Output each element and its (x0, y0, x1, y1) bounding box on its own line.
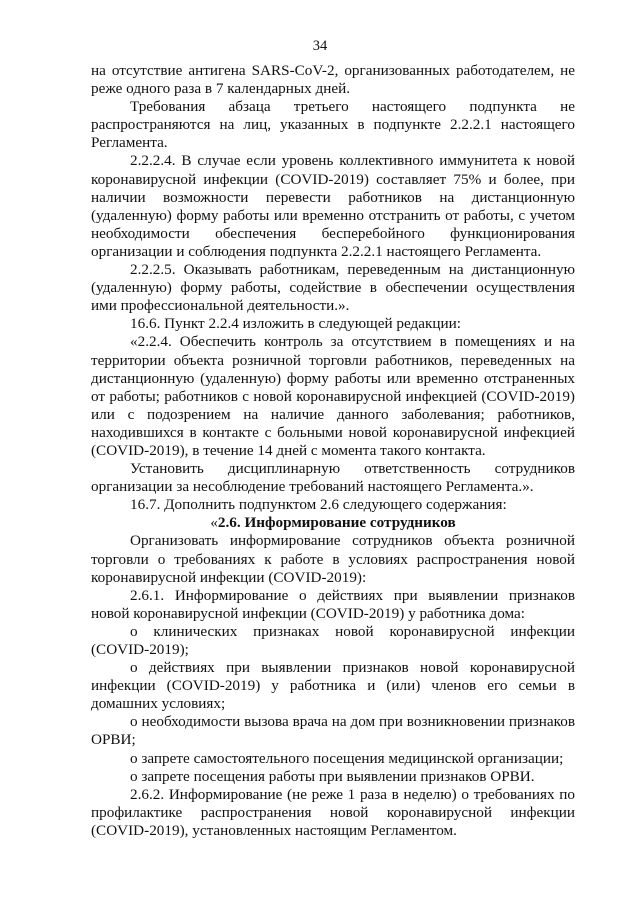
paragraph: о запрете посещения работы при выявлении признаков ОРВИ. (130, 767, 535, 785)
heading-text: 2.6. Информирование сотрудников (217, 514, 456, 532)
paragraph: о необходимости вызова врача на дом при возникновении признаков ОРВИ; (91, 713, 575, 749)
paragraph: Требования абзаца третьего настоящего подпункта не распространяются на лиц, указанных в подпункте 2.2.2.1 настоящего Регламента. (91, 98, 575, 152)
heading-quote: « (210, 514, 218, 532)
paragraph: о клинических признаках новой коронавирусной инфекции (COVID-2019); (91, 622, 575, 658)
paragraph: на отсутствие антигена SARS-CoV-2, организованных работодателем, не реже одного раза в 7 календарных дней. (91, 62, 575, 98)
section-heading (91, 514, 575, 532)
paragraph: 16.7. Дополнить подпунктом 2.6 следующего содержания: (130, 496, 507, 514)
paragraph: о действиях при выявлении признаков новой коронавирусной инфекции (COVID-2019) у работника и (или) членов его семьи в домашних условиях; (91, 659, 575, 713)
paragraph: 2.2.2.5. Оказывать работникам, переведенным на дистанционную (удаленную) форму работы, содействие в обеспечении осуществления ими профессиональной деятельности.». (91, 261, 575, 315)
document-body (91, 62, 575, 840)
paragraph: 16.6. Пункт 2.2.4 изложить в следующей редакции: (130, 315, 461, 333)
paragraph: «2.2.4. Обеспечить контроль за отсутствием в помещениях и на территории объекта розничной торговли работников, переведенных на дистанционную (удаленную) форму работы или временно отстраненных от работы; работников с новой коронавирусной инфекцией (COVID-2019) или с подозрением на наличие данного заболевания; работников, находившихся в контакте с больными новой коронавирусной инфекцией (COVID-2019), в течение 14 дней с момента такого контакта. (91, 333, 575, 459)
page-number: 34 (312, 38, 328, 54)
paragraph: 2.6.2. Информирование (не реже 1 раза в неделю) о требованиях по профилактике распространения новой коронавирусной инфекции (COVID-2019), установленных настоящим Регламентом. (91, 785, 575, 839)
paragraph: 2.6.1. Информирование о действиях при выявлении признаков новой коронавирусной инфекции (COVID-2019) у работника дома: (91, 586, 575, 622)
paragraph: Организовать информирование сотрудников объекта розничной торговли о требованиях к работе в условиях распространения новой коронавирусной инфекции (COVID-2019): (91, 532, 575, 586)
paragraph: 2.2.2.4. В случае если уровень коллективного иммунитета к новой коронавирусной инфекции (COVID-2019) составляет 75% и более, при наличии возможности перевести работников на дистанционную (удаленную) форму работы или временно отстранить от работы, с учетом необходимости обеспечения бесперебойного функционирования организации и соблюдения подпункта 2.2.2.1 настоящего Регламента. (91, 152, 575, 260)
paragraph: о запрете самостоятельного посещения медицинской организации; (130, 749, 564, 767)
paragraph: Установить дисциплинарную ответственность сотрудников организации за несоблюдение требований настоящего Регламента.». (91, 460, 575, 496)
